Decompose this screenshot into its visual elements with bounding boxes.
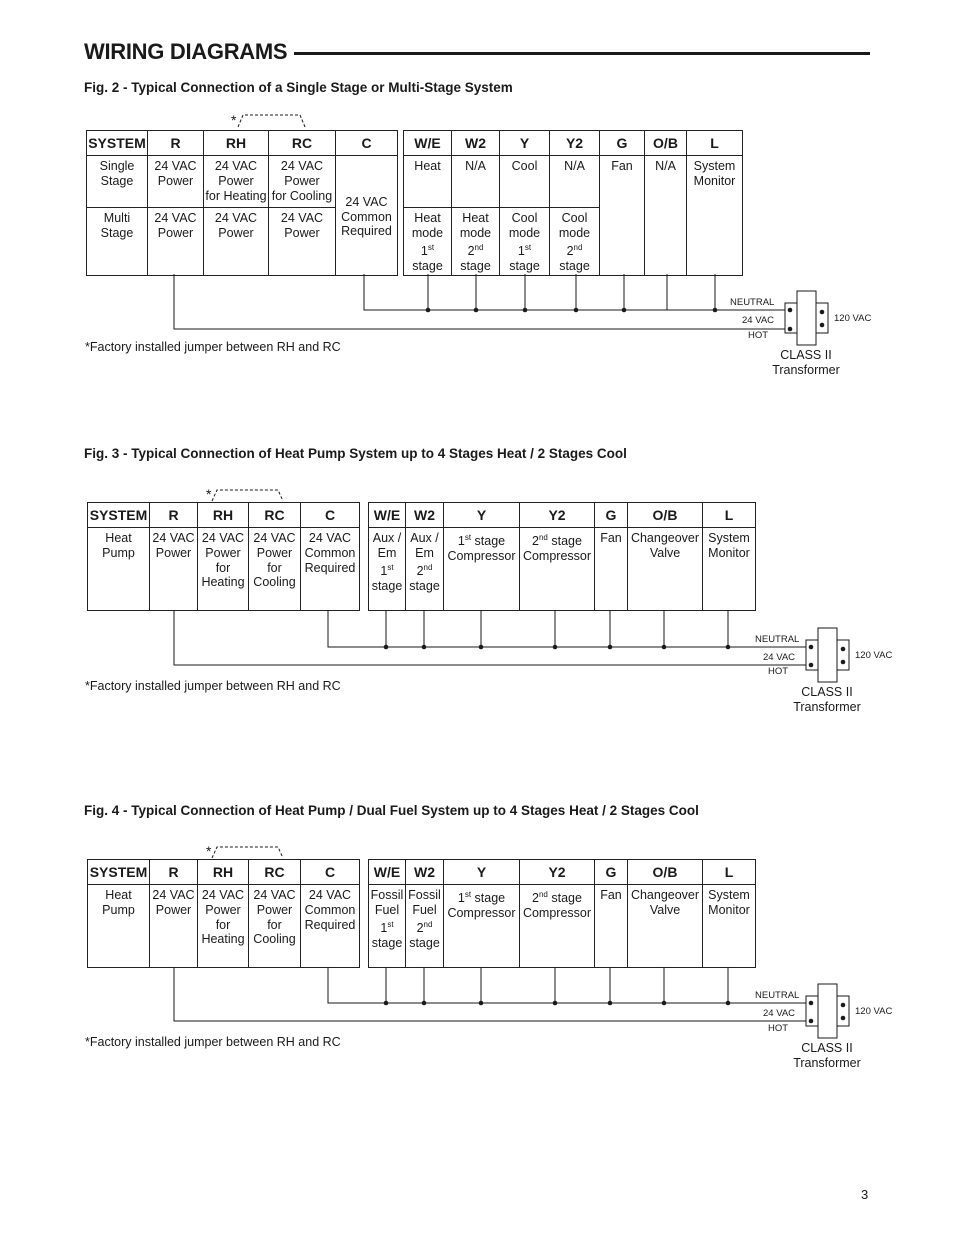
hot-label: HOT: [768, 666, 789, 677]
vac24-label: 24 VAC: [763, 1008, 796, 1019]
header-r: R: [150, 503, 198, 528]
junction-dot: [553, 1001, 558, 1006]
cell-ob: Changeover Valve: [628, 528, 703, 611]
junction-dot: [384, 1001, 389, 1006]
hot-wire: [174, 610, 806, 665]
stage-mode-text: Heat mode: [411, 211, 444, 240]
header-l: L: [703, 860, 756, 885]
figure-4-caption: Fig. 4 - Typical Connection of Heat Pump / Dual Fuel System up to 4 Stages Heat / 2 Stages Cool: [84, 803, 699, 818]
hot-wire: [174, 967, 806, 1021]
junction-dot: [574, 308, 579, 313]
stage-number: 1: [380, 920, 388, 935]
jumper-asterisk: *: [206, 843, 212, 859]
header-ob: O/B: [645, 131, 687, 156]
vac24-label: 24 VAC: [742, 315, 775, 326]
hot-wire: [174, 274, 785, 329]
cell-system: Heat Pump: [88, 528, 150, 611]
cell-r: 24 VAC Power: [150, 885, 198, 968]
cell-rh-single: 24 VAC Power for Heating: [204, 156, 269, 208]
cell-rc: 24 VAC Power for Cooling: [249, 885, 301, 968]
stage-word: stage: [371, 578, 403, 593]
junction-dot: [841, 1016, 846, 1021]
transformer-label: CLASS II Transformer: [793, 685, 861, 714]
cell-we-single: Heat: [404, 156, 452, 208]
hot-label: HOT: [768, 1023, 789, 1034]
header-ob: O/B: [628, 860, 703, 885]
vac24-label: 24 VAC: [763, 652, 796, 663]
stage-word: stage: [471, 891, 506, 906]
cell-g: Fan: [595, 528, 628, 611]
neutral-label: NEUTRAL: [755, 990, 800, 1001]
cell-rh-multi: 24 VAC Power: [204, 208, 269, 276]
cell-rc-multi: 24 VAC Power: [269, 208, 336, 276]
stage-ordinal: st: [387, 919, 394, 929]
header-y: Y: [444, 503, 520, 528]
stage-word: stage: [509, 258, 540, 273]
stage-ordinal: nd: [423, 562, 433, 572]
junction-dot: [662, 645, 667, 650]
header-we: W/E: [369, 503, 406, 528]
cell-r-single: 24 VAC Power: [148, 156, 204, 208]
header-y2: Y2: [550, 131, 600, 156]
stage-word: stage: [559, 258, 590, 273]
junction-dot: [384, 645, 389, 650]
junction-dot: [726, 1001, 731, 1006]
stage-word: stage: [412, 258, 443, 273]
vac120-label: 120 VAC: [834, 313, 872, 324]
transformer-coil-right: [837, 996, 849, 1026]
neutral-wire: [328, 610, 806, 647]
stage-ordinal: st: [427, 242, 435, 252]
page-title: WIRING DIAGRAMS: [84, 39, 288, 64]
jumper-dashed-line: [212, 847, 283, 858]
cell-rh: 24 VAC Power for Heating: [198, 528, 249, 611]
stage-ordinal: nd: [573, 242, 583, 252]
jumper-dashed-line: [212, 490, 283, 501]
junction-dot: [422, 645, 427, 650]
cell-rh: 24 VAC Power for Heating: [198, 885, 249, 968]
stage-mode-text: Aux / Em: [372, 531, 402, 560]
junction-dot: [841, 660, 846, 665]
stage-ordinal: st: [387, 562, 394, 572]
junction-dot: [523, 308, 528, 313]
stage-number: 1: [517, 243, 525, 258]
compressor-text: Compressor: [447, 905, 516, 920]
header-rc: RC: [269, 131, 336, 156]
stage-mode-text: Heat mode: [459, 211, 492, 240]
stage-ordinal: st: [464, 533, 472, 542]
stage-mode-text: Fossil Fuel: [408, 888, 441, 917]
junction-dot: [426, 308, 431, 313]
junction-dot: [788, 308, 793, 313]
junction-dot: [474, 308, 479, 313]
figure-4-footnote: *Factory installed jumper between RH and RC: [85, 1035, 341, 1049]
transformer-label: CLASS II Transformer: [793, 1041, 861, 1070]
cell-y-single: Cool: [500, 156, 550, 208]
transformer-core: [797, 291, 816, 345]
junction-dot: [553, 645, 558, 650]
page-number: 3: [861, 1187, 869, 1202]
header-rc: RC: [249, 503, 301, 528]
vac120-label: 120 VAC: [855, 650, 893, 661]
junction-dot: [820, 310, 825, 315]
cell-system: Heat Pump: [88, 885, 150, 968]
jumper-dashed-line: [238, 115, 305, 127]
cell-r-multi: 24 VAC Power: [148, 208, 204, 276]
cell-g: Fan: [595, 885, 628, 968]
junction-dot: [809, 645, 814, 650]
stage-ordinal: nd: [538, 533, 548, 542]
header-system: SYSTEM: [87, 131, 148, 156]
cell-l: System Monitor: [703, 528, 756, 611]
header-system: SYSTEM: [88, 860, 150, 885]
stage-ordinal: st: [464, 890, 472, 899]
transformer-core: [818, 984, 837, 1038]
header-rh: RH: [198, 860, 249, 885]
stage-mode-text: Fossil Fuel: [370, 888, 404, 917]
header-g: G: [595, 503, 628, 528]
stage-word: stage: [409, 578, 440, 593]
cell-ob-single: N/A: [645, 156, 687, 276]
figure-2-caption: Fig. 2 - Typical Connection of a Single Stage or Multi-Stage System: [84, 80, 513, 95]
junction-dot: [479, 1001, 484, 1006]
transformer-coil-right: [837, 640, 849, 670]
figure-2-footnote: *Factory installed jumper between RH and RC: [85, 340, 341, 354]
header-r: R: [150, 860, 198, 885]
stage-word: stage: [460, 258, 491, 273]
transformer-label: CLASS II Transformer: [772, 348, 840, 377]
header-g: G: [595, 860, 628, 885]
stage-word: stage: [409, 935, 440, 950]
neutral-wire: [364, 274, 785, 310]
cell-rc-single: 24 VAC Power for Cooling: [269, 156, 336, 208]
stage-word: stage: [471, 534, 506, 549]
stage-number: 1: [457, 534, 465, 549]
header-we: W/E: [369, 860, 406, 885]
stage-number: 2: [416, 920, 424, 935]
stage-number: 2: [532, 891, 539, 906]
header-w2: W2: [406, 860, 444, 885]
junction-dot: [422, 1001, 427, 1006]
header-c: C: [301, 503, 360, 528]
stage-number: 2: [532, 534, 539, 549]
vac120-label: 120 VAC: [855, 1006, 893, 1017]
header-y2: Y2: [520, 860, 595, 885]
neutral-label: NEUTRAL: [755, 634, 800, 645]
cell-w2-single: N/A: [452, 156, 500, 208]
header-w2: W2: [406, 503, 444, 528]
stage-number: 1: [457, 891, 465, 906]
header-rh: RH: [204, 131, 269, 156]
cell-system-multi: Multi Stage: [87, 208, 148, 276]
junction-dot: [608, 645, 613, 650]
junction-dot: [726, 645, 731, 650]
stage-mode-text: Cool mode: [558, 211, 591, 240]
cell-ob: Changeover Valve: [628, 885, 703, 968]
header-system: SYSTEM: [88, 503, 150, 528]
stage-number: 1: [420, 243, 428, 258]
stage-number: 1: [380, 563, 388, 578]
stage-word: stage: [547, 534, 582, 549]
junction-dot: [479, 645, 484, 650]
header-ob: O/B: [628, 503, 703, 528]
hot-label: HOT: [748, 330, 769, 341]
jumper-asterisk: *: [206, 486, 212, 502]
cell-system-single: Single Stage: [87, 156, 148, 208]
compressor-text: Compressor: [447, 548, 516, 563]
stage-mode-text: Cool mode: [508, 211, 541, 240]
figure-3-caption: Fig. 3 - Typical Connection of Heat Pump System up to 4 Stages Heat / 2 Stages Cool: [84, 446, 627, 461]
transformer-core: [818, 628, 837, 682]
junction-dot: [662, 1001, 667, 1006]
junction-dot: [841, 647, 846, 652]
header-c: C: [336, 131, 398, 156]
cell-c-shared: 24 VAC Common Required: [336, 156, 398, 276]
header-y: Y: [500, 131, 550, 156]
stage-word: stage: [371, 935, 403, 950]
cell-r: 24 VAC Power: [150, 528, 198, 611]
stage-number: 2: [467, 243, 475, 258]
header-rh: RH: [198, 503, 249, 528]
cell-g-shared: Fan: [600, 156, 645, 276]
neutral-wire: [328, 967, 806, 1003]
junction-dot: [809, 1001, 814, 1006]
cell-l: System Monitor: [703, 885, 756, 968]
stage-ordinal: nd: [538, 890, 548, 899]
junction-dot: [788, 327, 793, 332]
header-we: W/E: [404, 131, 452, 156]
junction-dot: [608, 1001, 613, 1006]
header-y2: Y2: [520, 503, 595, 528]
compressor-text: Compressor: [522, 905, 592, 920]
junction-dot: [820, 323, 825, 328]
header-rc: RC: [249, 860, 301, 885]
header-c: C: [301, 860, 360, 885]
stage-word: stage: [547, 891, 582, 906]
jumper-asterisk: *: [231, 112, 237, 128]
cell-rc: 24 VAC Power for Cooling: [249, 528, 301, 611]
stage-ordinal: nd: [474, 242, 484, 252]
header-w2: W2: [452, 131, 500, 156]
stage-number: 2: [566, 243, 574, 258]
junction-dot: [841, 1003, 846, 1008]
stage-mode-text: Aux / Em: [410, 531, 439, 560]
header-l: L: [687, 131, 743, 156]
junction-dot: [622, 308, 627, 313]
cell-c: 24 VAC Common Required: [301, 528, 360, 611]
junction-dot: [713, 308, 718, 313]
header-y: Y: [444, 860, 520, 885]
header-l: L: [703, 503, 756, 528]
cell-l-single: System Monitor: [687, 156, 743, 276]
stage-number: 2: [416, 563, 424, 578]
transformer-coil-right: [816, 303, 828, 333]
header-g: G: [600, 131, 645, 156]
stage-ordinal: st: [524, 242, 532, 252]
neutral-label: NEUTRAL: [730, 297, 775, 308]
junction-dot: [809, 1019, 814, 1024]
junction-dot: [809, 663, 814, 668]
cell-y2-single: N/A: [550, 156, 600, 208]
cell-c: 24 VAC Common Required: [301, 885, 360, 968]
header-r: R: [148, 131, 204, 156]
compressor-text: Compressor: [522, 548, 592, 563]
figure-3-footnote: *Factory installed jumper between RH and RC: [85, 679, 341, 693]
stage-ordinal: nd: [423, 919, 433, 929]
